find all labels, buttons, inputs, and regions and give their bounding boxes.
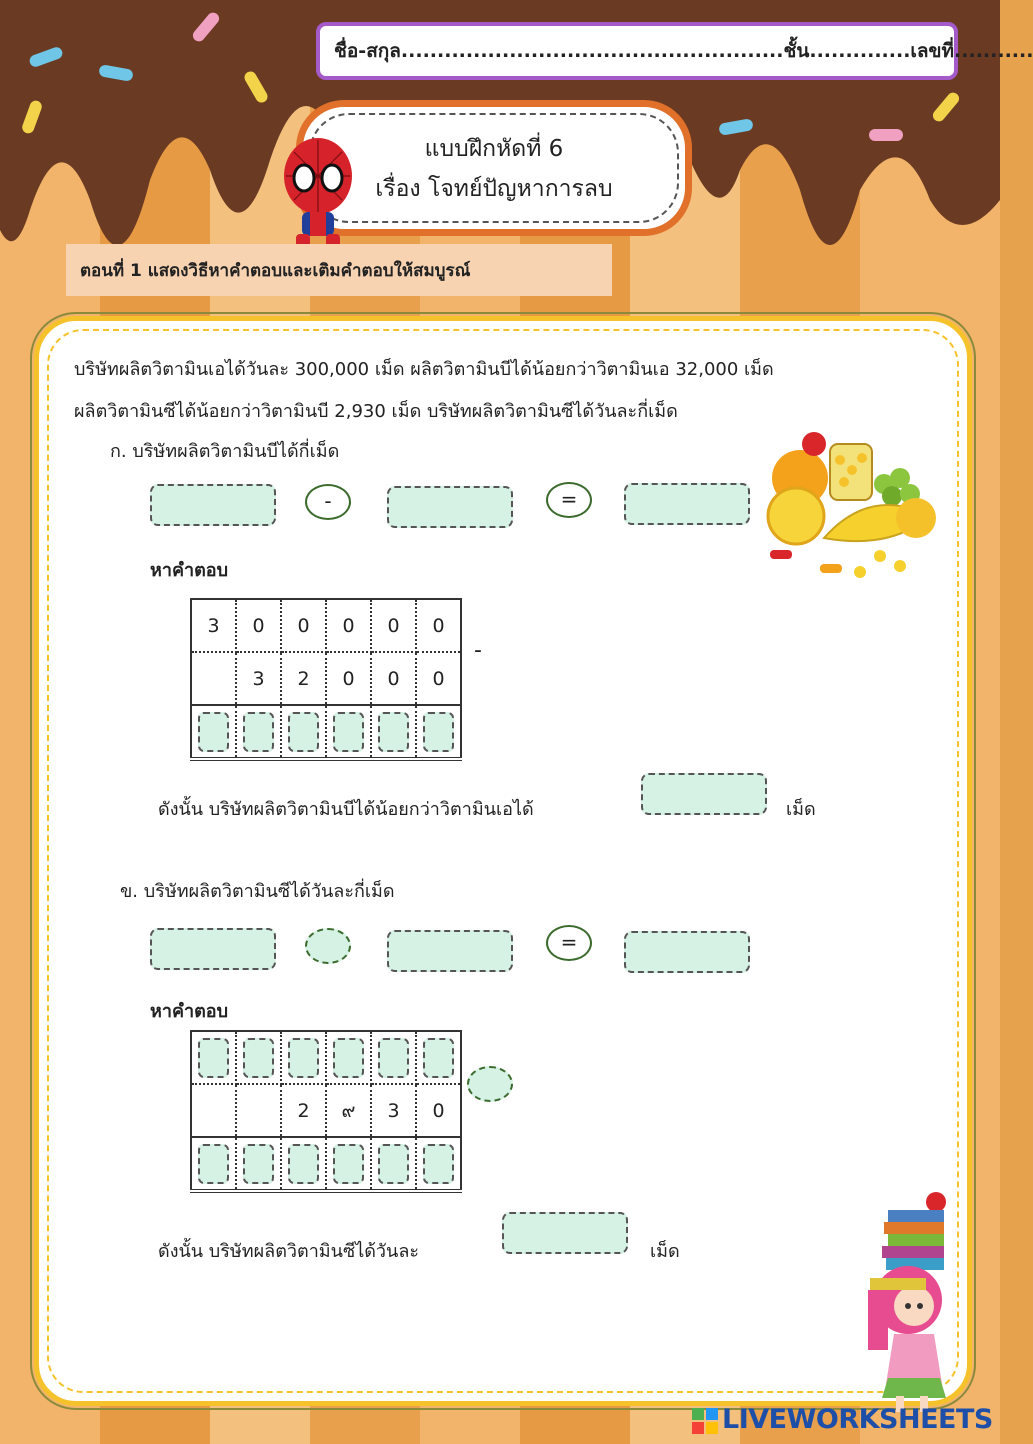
- grid-cell: 0: [326, 652, 371, 705]
- grid-operator-input-b[interactable]: [467, 1066, 513, 1102]
- question-a: ก. บริษัทผลิตวิตามินบีได้กี่เม็ด: [110, 441, 340, 462]
- digit-input[interactable]: [243, 712, 274, 752]
- digit-input[interactable]: [198, 1144, 229, 1184]
- grid-minus-sign: -: [474, 638, 482, 663]
- answer-box-a-result[interactable]: [624, 483, 750, 525]
- worksheet-topic: เรื่อง โจทย์ปัญหาการลบ: [375, 176, 613, 202]
- grid-cell: [371, 705, 416, 759]
- unit-label-b: เม็ด: [650, 1241, 680, 1262]
- part-instruction-label: ตอนที่ 1 แสดงวิธีหาคำตอบและเติมคำตอบให้สมบูรณ์: [66, 244, 612, 296]
- calculation-grid-b: [190, 1030, 462, 1193]
- digit-input[interactable]: [288, 712, 319, 752]
- liveworksheets-logo-icon: [692, 1408, 718, 1434]
- digit-input[interactable]: [423, 712, 454, 752]
- conclusion-b: ดังนั้น บริษัทผลิตวิตามินซีได้วันละ: [158, 1241, 420, 1262]
- digit-input[interactable]: [198, 1038, 229, 1078]
- grid-cell: [191, 1137, 236, 1191]
- grid-cell: [281, 1031, 326, 1084]
- grid-cell: 0: [416, 599, 461, 652]
- grid-cell: [281, 1137, 326, 1191]
- answer-box-b-minuend[interactable]: [150, 928, 276, 970]
- grid-cell: [236, 1031, 281, 1084]
- conclusion-a: ดังนั้น บริษัทผลิตวิตามินบีได้น้อยกว่าวิตามินเอได้: [158, 799, 534, 820]
- spiderman-illustration: [276, 134, 360, 252]
- grid-cell: 2: [281, 652, 326, 705]
- grid-cell: [371, 1137, 416, 1191]
- grid-cell: [236, 1137, 281, 1191]
- answer-box-a-minuend[interactable]: [150, 484, 276, 526]
- grid-cell: [191, 705, 236, 759]
- grid-row-minuend: [191, 599, 461, 652]
- grid-row-answer: [191, 1137, 461, 1191]
- grid-cell: [191, 652, 236, 705]
- find-answer-heading-a: หาคำตอบ: [150, 560, 229, 581]
- grid-cell: 0: [281, 599, 326, 652]
- grid-cell: [326, 705, 371, 759]
- digit-input[interactable]: [333, 1144, 364, 1184]
- problem-line-2: ผลิตวิตามินซีได้น้อยกว่าวิตามินบี 2,930 เม็ด บริษัทผลิตวิตามินซีได้วันละกี่เม็ด: [74, 401, 678, 422]
- grid-cell: 3: [371, 1084, 416, 1137]
- digit-input[interactable]: [423, 1144, 454, 1184]
- grid-cell: 0: [416, 652, 461, 705]
- grid-cell: 0: [371, 599, 416, 652]
- grid-cell: 3: [236, 652, 281, 705]
- digit-input[interactable]: [243, 1144, 274, 1184]
- digit-input[interactable]: [378, 1038, 409, 1078]
- grid-cell: [371, 1031, 416, 1084]
- digit-input[interactable]: [333, 1038, 364, 1078]
- answer-box-b-result[interactable]: [624, 931, 750, 973]
- equals-operator: =: [546, 482, 592, 518]
- grid-cell: 0: [326, 599, 371, 652]
- title-inner-border: [309, 113, 679, 223]
- grid-cell: 0: [236, 599, 281, 652]
- grid-cell: 0: [371, 652, 416, 705]
- digit-input[interactable]: [288, 1144, 319, 1184]
- answer-box-b-conclusion[interactable]: [502, 1212, 628, 1254]
- equals-operator: =: [546, 925, 592, 961]
- grid-cell: 3: [191, 599, 236, 652]
- digit-input[interactable]: [378, 1144, 409, 1184]
- fruit-vitamin-illustration: [760, 426, 944, 586]
- minus-operator: -: [305, 484, 351, 520]
- grid-cell: 2: [281, 1084, 326, 1137]
- digit-input[interactable]: [243, 1038, 274, 1078]
- sprinkle: [869, 129, 903, 141]
- grid-cell: [191, 1031, 236, 1084]
- grid-row-minuend: [191, 1031, 461, 1084]
- unit-label-a: เม็ด: [786, 799, 816, 820]
- grid-cell: [281, 705, 326, 759]
- grid-cell: ๙: [326, 1084, 371, 1137]
- answer-box-a-conclusion[interactable]: [641, 773, 767, 815]
- digit-input[interactable]: [198, 712, 229, 752]
- grid-row-answer: [191, 705, 461, 759]
- student-info-line[interactable]: ชื่อ-สกุล.....................................................ชั้น..............เลขที่...........: [316, 22, 958, 80]
- grid-cell: [191, 1084, 236, 1137]
- grid-cell: [236, 1084, 281, 1137]
- girl-with-books-illustration: [858, 1188, 962, 1414]
- grid-cell: [416, 1031, 461, 1084]
- problem-line-1: บริษัทผลิตวิตามินเอได้วันละ 300,000 เม็ด ผลิตวิตามินบีได้น้อยกว่าวิตามินเอ 32,000 เม็ด: [74, 359, 774, 380]
- grid-cell: [236, 705, 281, 759]
- grid-cell: [326, 1137, 371, 1191]
- digit-input[interactable]: [423, 1038, 454, 1078]
- grid-cell: 0: [416, 1084, 461, 1137]
- liveworksheets-brand[interactable]: LIVEWORKSHEETS: [722, 1404, 993, 1435]
- grid-cell: [416, 705, 461, 759]
- digit-input[interactable]: [378, 712, 409, 752]
- digit-input[interactable]: [333, 712, 364, 752]
- calculation-grid-a: [190, 598, 462, 761]
- find-answer-heading-b: หาคำตอบ: [150, 1001, 229, 1022]
- answer-box-a-subtrahend[interactable]: [387, 486, 513, 528]
- grid-row-subtrahend: [191, 652, 461, 705]
- question-b: ข. บริษัทผลิตวิตามินซีได้วันละกี่เม็ด: [120, 881, 395, 902]
- grid-row-subtrahend: [191, 1084, 461, 1137]
- operator-input-b[interactable]: [305, 928, 351, 964]
- worksheet-number: แบบฝึกหัดที่ 6: [424, 136, 564, 162]
- answer-box-b-subtrahend[interactable]: [387, 930, 513, 972]
- grid-cell: [326, 1031, 371, 1084]
- grid-cell: [416, 1137, 461, 1191]
- digit-input[interactable]: [288, 1038, 319, 1078]
